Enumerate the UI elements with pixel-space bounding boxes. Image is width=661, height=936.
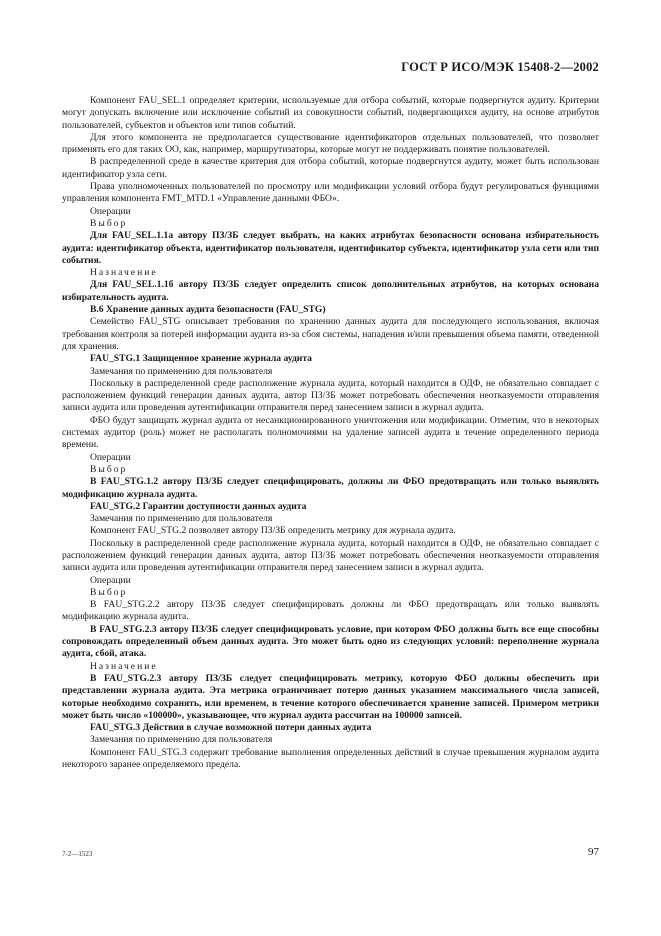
- paragraph: Компонент FAU_SEL.1 определяет критерии, используемые для отбора событий, которые подвергнутся аудиту. Критерии могут допускать включение или исключение событий из совокупности событий, подвергающихся аудиту, на основе атрибутов пользователей, субъектов и объектов или типов событий.: [62, 95, 599, 131]
- paragraph: Семейство FAU_STG описывает требования по хранению данных аудита для последующего использования, включая требования контроля за потерей информации аудита из-за сбоя системы, нападения и/или превышения объема памяти, отведенной для хранения.: [62, 316, 599, 352]
- page-header-title: ГОСТ Р ИСО/МЭК 15408-2—2002: [401, 60, 599, 74]
- paragraph: В FAU_STG.2.3 автору ПЗ/ЗБ следует специфицировать метрику, которую ФБО должны обеспечить при представлении журнала аудита. Эта метрика ограничивает потерю данных указанием максимального числа записей, которые необходимо сохранять, или временем, в течение которого обеспечивается хранение записей. Примером метрики может быть число «100000», указывающее, что журнал аудита рассчитан на 100000 записей.: [62, 672, 599, 721]
- paragraph: В FAU_STG.2.3 автору ПЗ/ЗБ следует специфицировать условие, при котором ФБО должны быть все еще способны сопровождать определенный объем данных аудита. Это может быть одно из следующих условий: переполнение журнала аудита, сбой, атака.: [62, 623, 599, 660]
- paragraph: В FAU_STG.2.2 автору ПЗ/ЗБ следует специфицировать должны ли ФБО предотвращать или только выявлять модификацию журнала аудита.: [62, 599, 599, 623]
- paragraph: Поскольку в распределенной среде расположение журнала аудита, который находится в ОДФ, не обязательно совпадает с расположением функций генерации данных аудита, автор ПЗ/ЗБ может потребовать обеспечения неотказуемости отправления записи аудита или проведения аутентификации отправителя перед занесением записи в журнал аудита.: [62, 377, 599, 414]
- page-number: 97: [588, 846, 599, 858]
- paragraph: Замечания по применению для пользователя: [90, 513, 273, 525]
- paragraph: Компонент FAU_STG.3 содержит требование выполнения определенных действий в случае превышения журналом аудита некоторого заранее определяемого предела.: [62, 746, 599, 771]
- paragraph: Выбор: [90, 217, 128, 229]
- paragraph: Выбор: [90, 586, 128, 598]
- paragraph: Назначение: [90, 660, 158, 672]
- paragraph: Поскольку в распределенной среде расположение журнала аудита, который находится в ОДФ, не обязательно совпадает с расположением функций генерации данных аудита, автор ПЗ/ЗБ может потребовать обеспечения неотказуемости отправления записи аудита или проведения аутентификации отправителя перед занесением записи в журнал аудита.: [62, 537, 599, 574]
- paragraph: В распределенной среде в качестве критерия для отбора событий, которые подвергнутся аудиту, может быть использован идентификатор узла сети.: [62, 156, 599, 180]
- document-body: [62, 95, 599, 771]
- paragraph: FAU_STG.3 Действия в случае возможной потери данных аудита: [90, 722, 372, 734]
- paragraph: FAU_STG.1 Защищенное хранение журнала аудита: [90, 353, 312, 365]
- paragraph: Для этого компонента не предполагается существование идентификаторов отдельных пользователей, что позволяет применять его для таких ОО, как, например, маршрутизаторы, которые могут не поддерживать понятие пользователей.: [62, 131, 599, 156]
- paragraph: ФБО будут защищать журнал аудита от несанкционированного уничтожения или модификации. Отметим, что в некоторых системах аудитор (роль) может не располагать полномочиями на удаление записей аудита в течение определенного периода времени.: [62, 414, 599, 451]
- paragraph: Для FAU_SEL.1.1а автору ПЗ/ЗБ следует выбрать, на каких атрибутах безопасности основана избирательность аудита: идентификатор объекта, идентификатор пользователя, идентификатор субъекта, идентификатор узла сети или тип события.: [62, 230, 599, 266]
- paragraph: Операции: [90, 451, 131, 463]
- paragraph: Права уполномоченных пользователей по просмотру или модификации условий отбора будут регулироваться функциями управления компонента FMT_MTD.1 «Управление данными ФБО».: [62, 181, 599, 205]
- print-code: 7-2—1523: [62, 850, 93, 858]
- paragraph: Назначение: [90, 267, 158, 279]
- paragraph: Замечания по применению для пользователя: [90, 734, 273, 746]
- paragraph: Компонент FAU_STG.2 позволяет автору ПЗ/ЗБ определить метрику для журнала аудита.: [90, 525, 456, 537]
- paragraph: В FAU_STG.1.2 автору ПЗ/ЗБ следует специфицировать, должны ли ФБО предотвращать или только выявлять модификацию журнала аудита.: [62, 476, 599, 500]
- paragraph: Выбор: [90, 463, 128, 475]
- paragraph: FAU_STG.2 Гарантии доступности данных аудита: [90, 500, 307, 512]
- paragraph: Операции: [90, 205, 131, 217]
- paragraph: Замечания по применению для пользователя: [90, 365, 273, 377]
- paragraph: Для FAU_SEL.1.1б автору ПЗ/ЗБ следует определить список дополнительных атрибутов, на которых основана избирательность аудита.: [62, 279, 599, 303]
- paragraph: Операции: [90, 574, 131, 586]
- paragraph: В.6 Хранение данных аудита безопасности (FAU_STG): [90, 304, 326, 316]
